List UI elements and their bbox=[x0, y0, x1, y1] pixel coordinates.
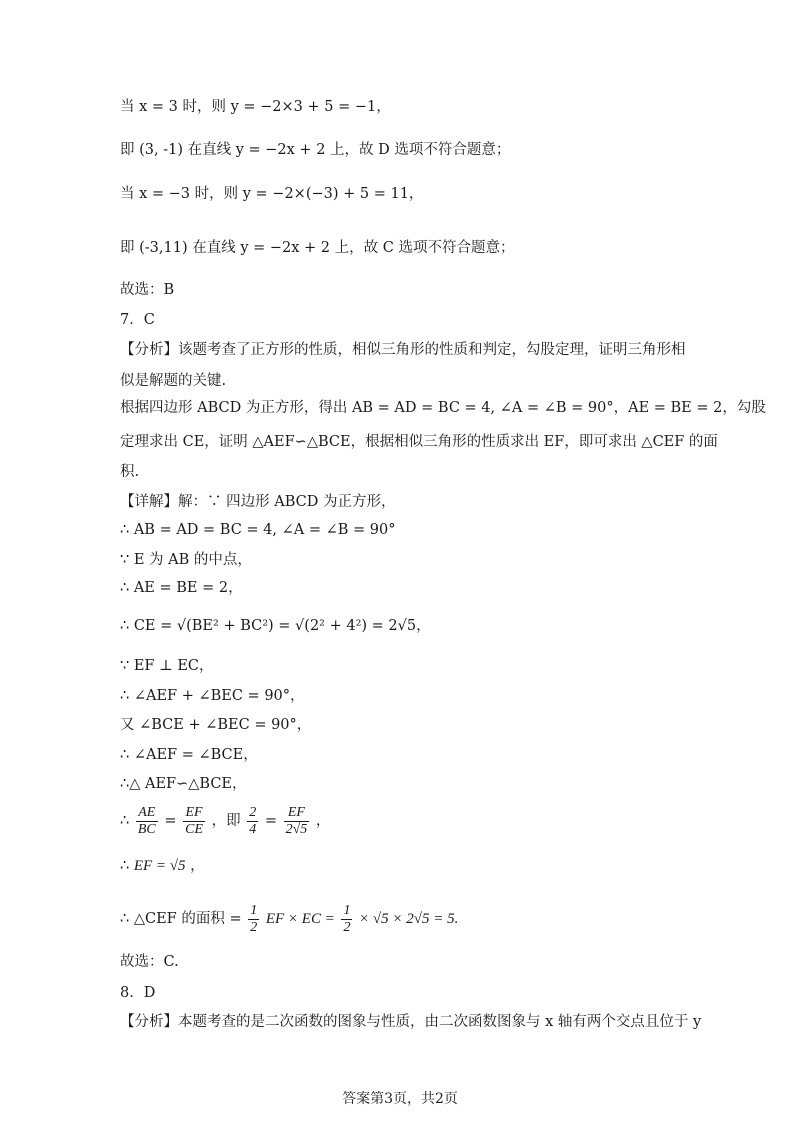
fraction bbox=[247, 805, 258, 838]
denominator: CE bbox=[185, 821, 203, 837]
ef-formula bbox=[120, 856, 690, 876]
denominator: 2√5 bbox=[285, 821, 308, 837]
numerator: 1 bbox=[250, 902, 258, 918]
expression: × √5 × 2√5 = 5. bbox=[359, 911, 459, 927]
solution-text: 【详解】解：∵ 四边形 ABCD 为正方形， bbox=[120, 494, 396, 510]
text-line: 故选：B bbox=[120, 282, 175, 298]
punctuation: ， bbox=[190, 858, 205, 874]
solution-text: ∴ AB = AD = BC = 4, ∠A = ∠B = 90° bbox=[120, 522, 396, 538]
solution-text: ∵ EF ⊥ EC， bbox=[120, 658, 214, 674]
analysis-text: 【分析】本题考查的是二次函数的图象与性质，由二次函数图象与 x 轴有两个交点且位于 y bbox=[120, 1014, 702, 1030]
area-label: △CEF 的面积 = bbox=[133, 911, 242, 927]
numerator: 1 bbox=[343, 902, 351, 918]
solution-text: ∵ E 为 AB 的中点， bbox=[120, 552, 252, 568]
fraction bbox=[341, 903, 352, 936]
text-line: 当 x = −3 时，则 y = −2×(−3) + 5 = 11， bbox=[120, 186, 424, 202]
solution-text: ∴ AE = BE = 2， bbox=[120, 580, 243, 596]
equals: = bbox=[264, 813, 277, 829]
numerator: EF bbox=[284, 805, 310, 822]
analysis-text: 积. bbox=[120, 464, 140, 480]
analysis-text: 根据四边形 ABCD 为正方形，得出 AB = AD = BC = 4, ∠A = ∠B = 90°，AE = BE = 2，勾股 bbox=[120, 400, 766, 416]
page-footer: 答案第3页，共2页 bbox=[342, 1091, 458, 1107]
fraction bbox=[136, 805, 158, 838]
solution-text: ∴ CE = √(BE² + BC²) = √(2² + 4²) = 2√5， bbox=[120, 618, 431, 634]
area-formula bbox=[120, 902, 690, 936]
solution-text: ∴ ∠AEF = ∠BCE， bbox=[120, 747, 258, 763]
denominator: 4 bbox=[249, 821, 257, 837]
numerator: 2 bbox=[249, 804, 257, 820]
therefore-symbol: ∴ bbox=[120, 813, 130, 829]
analysis-text: 【分析】该题考查了正方形的性质，相似三角形的性质和判定，勾股定理，证明三角形相 bbox=[120, 342, 686, 358]
punctuation: ， bbox=[315, 813, 331, 829]
text-line: 即 (3, -1) 在直线 y = −2x + 2 上，故 D 选项不符合题意； bbox=[120, 142, 511, 158]
numerator: EF bbox=[183, 805, 205, 822]
fraction bbox=[248, 903, 259, 936]
solution-text: 又 ∠BCE + ∠BEC = 90°， bbox=[120, 717, 312, 733]
text-line: 当 x = 3 时，则 y = −2×3 + 5 = −1， bbox=[120, 99, 391, 115]
equation: EF = √5 bbox=[133, 858, 186, 874]
expression: EF × EC = bbox=[265, 911, 335, 927]
fraction bbox=[284, 805, 310, 838]
equals: = bbox=[164, 813, 177, 829]
analysis-text: 似是解题的关键. bbox=[120, 373, 227, 389]
question-number: 7．C bbox=[120, 312, 155, 328]
analysis-text: 定理求出 CE，证明 △AEF∽△BCE，根据相似三角形的性质求出 EF，即可求出 △CEF 的面 bbox=[120, 434, 718, 450]
connector-text: ，即 bbox=[211, 813, 241, 829]
solution-text: ∴ ∠AEF + ∠BEC = 90°， bbox=[120, 688, 305, 704]
therefore-symbol: ∴ bbox=[120, 911, 130, 927]
therefore-symbol: ∴ bbox=[120, 858, 130, 874]
denominator: 2 bbox=[343, 919, 351, 935]
denominator: BC bbox=[137, 821, 156, 837]
ratio-formula bbox=[120, 804, 690, 838]
text-line: 即 (-3,11) 在直线 y = −2x + 2 上，故 C 选项不符合题意； bbox=[120, 240, 515, 256]
solution-text: 故选：C. bbox=[120, 954, 179, 970]
solution-text: ∴△ AEF∽△BCE， bbox=[120, 776, 247, 792]
question-number: 8．D bbox=[120, 985, 156, 1001]
denominator: 2 bbox=[250, 919, 258, 935]
numerator: AE bbox=[136, 805, 158, 822]
fraction bbox=[183, 805, 205, 838]
